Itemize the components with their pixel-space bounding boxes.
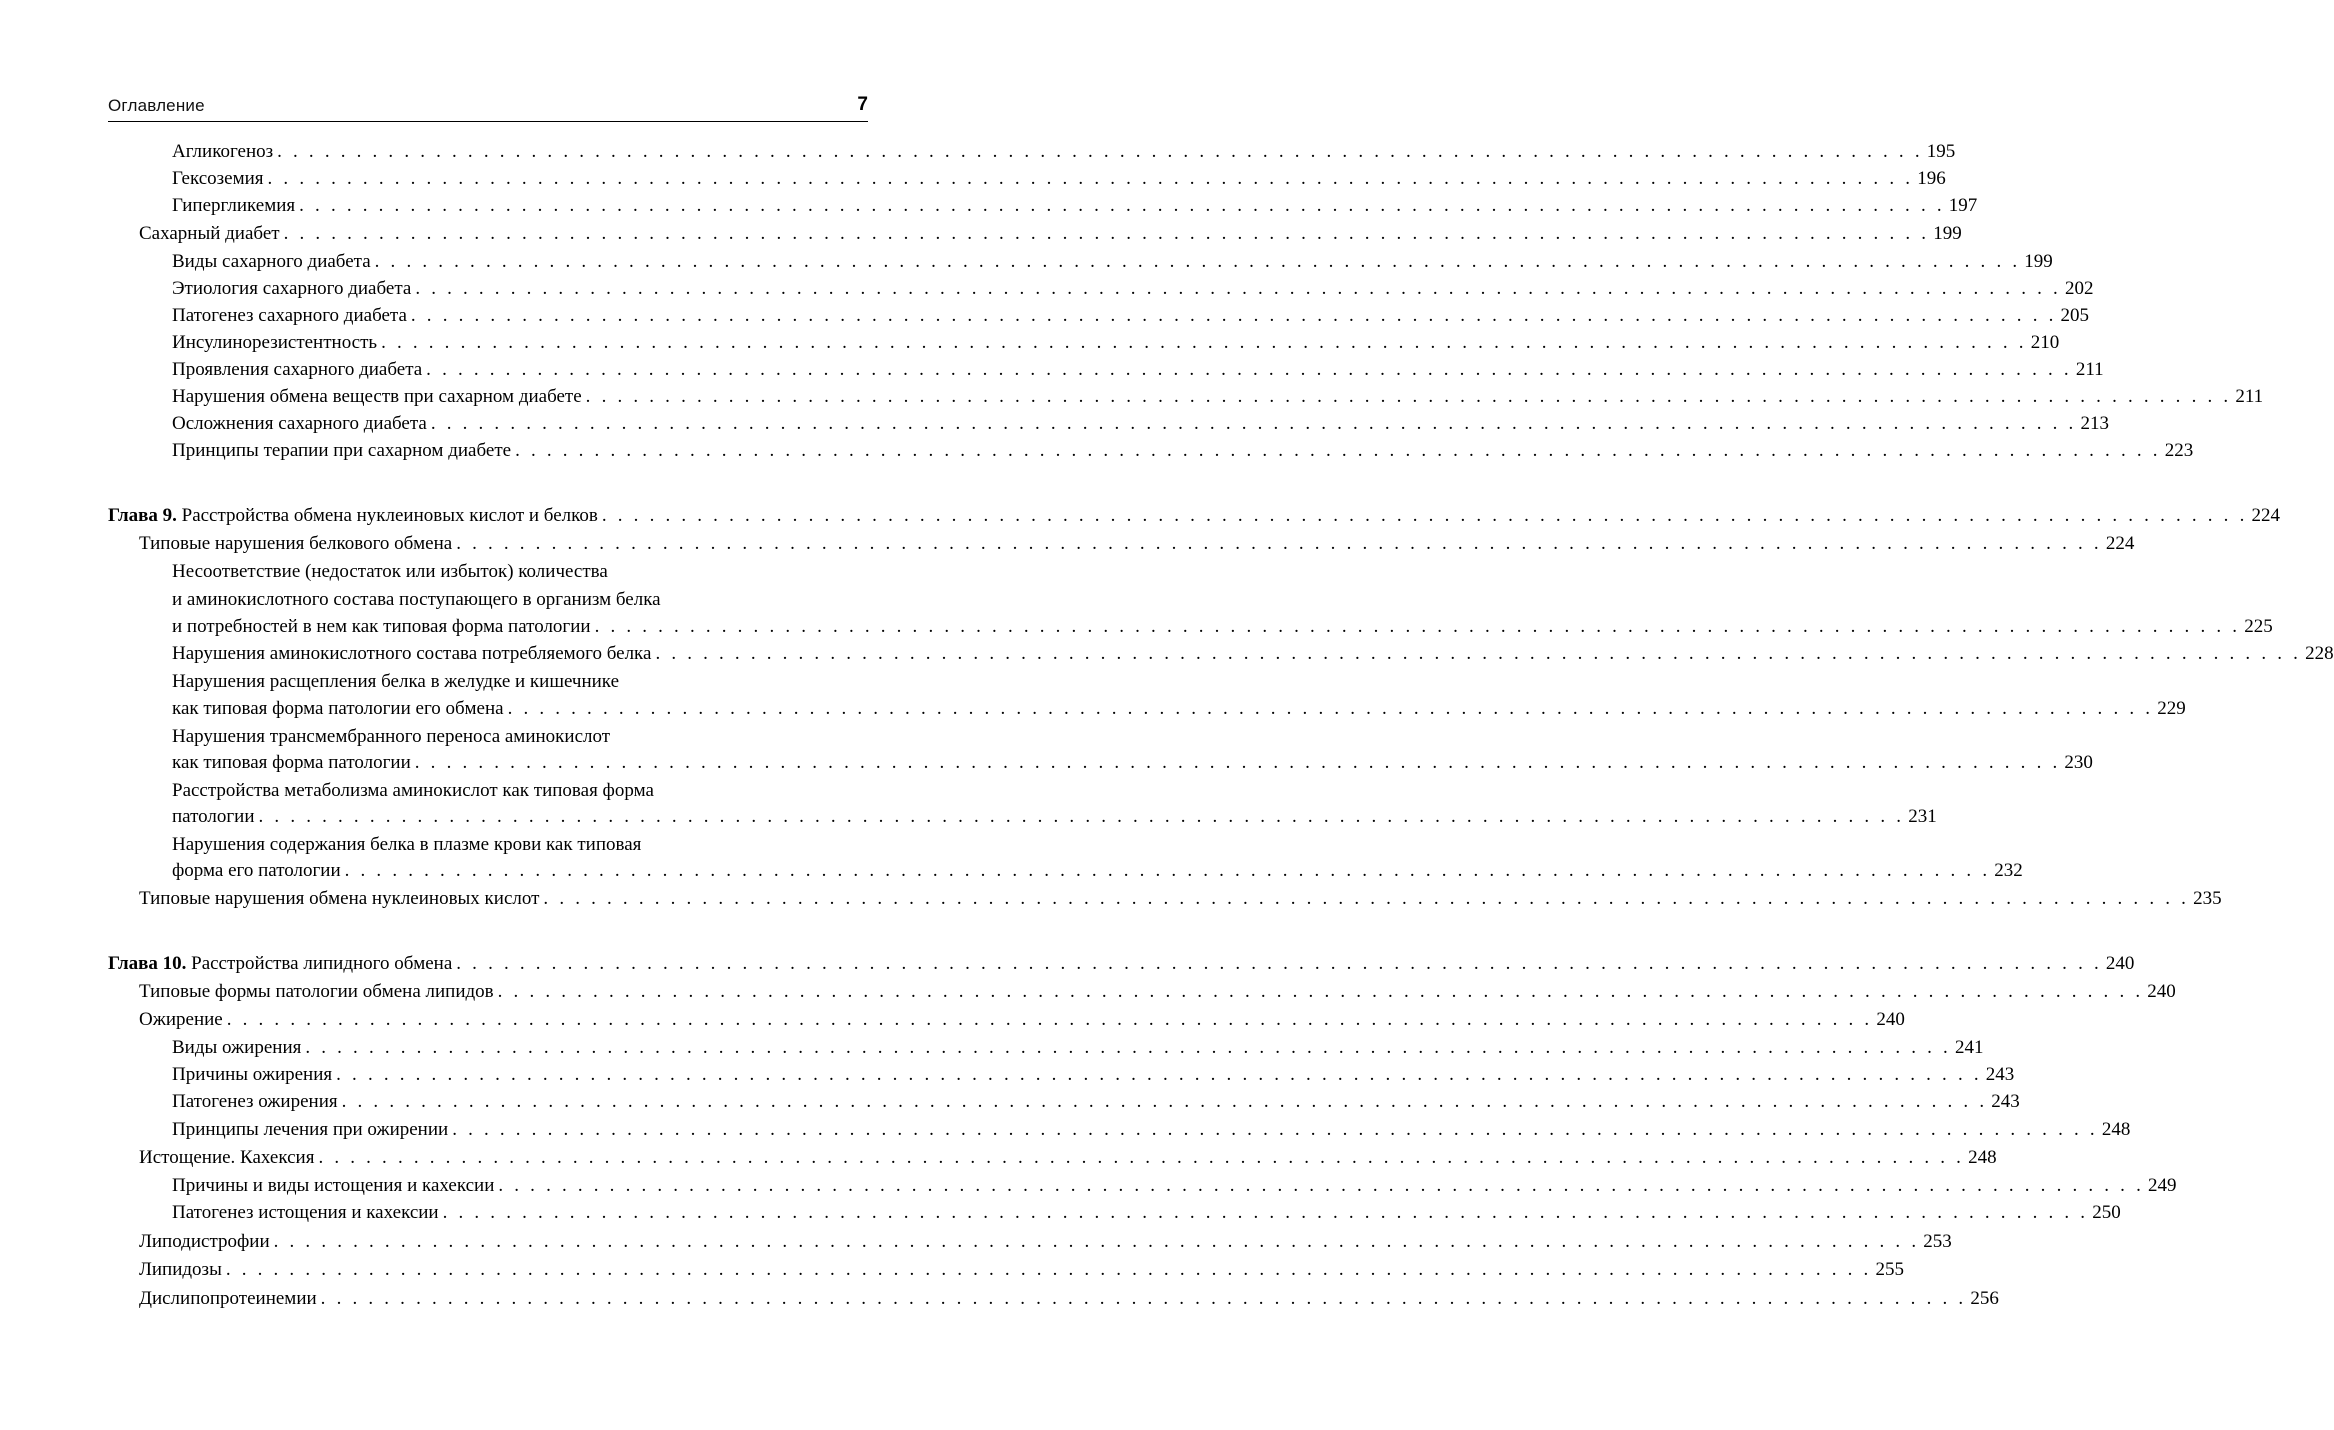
toc-entry-text: Причины ожирения bbox=[172, 1064, 333, 1085]
toc-entry-label bbox=[172, 251, 371, 273]
dot-leader: . . . . . . . . . . . . . . . . . . . . . . . . . . . . . . . . . . . . . . . . . . . . . . . . . . . . . . . . . . . . . . . . . . . . . . . . . . . . . . . . . . . . . . . . . . . . . . . . . . . . . . . . bbox=[381, 332, 2027, 353]
toc-entry-text: Агликогеноз bbox=[172, 141, 274, 162]
toc-entry-label bbox=[172, 834, 641, 856]
toc-entry-text: Нарушения аминокислотного состава потребляемого белка bbox=[172, 643, 652, 664]
toc-page-number: 243 bbox=[1985, 1064, 2015, 1085]
toc-page-number: 256 bbox=[1970, 1288, 1999, 1309]
toc-page-number: 229 bbox=[2157, 698, 2186, 719]
toc-entry-label bbox=[172, 168, 264, 190]
toc-page-number: 235 bbox=[2193, 888, 2222, 909]
toc-subsection-entry bbox=[172, 1119, 2131, 1146]
toc-page-number: 224 bbox=[2105, 533, 2135, 554]
dot-leader: . . . . . . . . . . . . . . . . . . . . . . . . . . . . . . . . . . . . . . . . . . . . . . . . . . . . . . . . . . . . . . . . . . . . . . . . . . . . . . . . . . . . . . . . . . . . . . . . . . . . . . . . bbox=[515, 440, 2161, 461]
toc-entry-label bbox=[172, 643, 651, 665]
dot-leader: . . . . . . . . . . . . . . . . . . . . . . . . . . . . . . . . . . . . . . . . . . . . . . . . . . . . . . . . . . . . . . . . . . . . . . . . . . . . . . . . . . . . . . . . . . . . . . . . . . . . . . . . bbox=[226, 1009, 1873, 1030]
toc-entry-text: Инсулинорезистентность bbox=[172, 332, 378, 353]
toc-entry-label bbox=[139, 1288, 317, 1310]
toc-subsection-entry bbox=[172, 780, 866, 807]
toc-entry-text: Осложнения сахарного диабета bbox=[172, 413, 427, 434]
toc-subsection-entry bbox=[172, 440, 2194, 467]
header-rule bbox=[108, 121, 868, 122]
toc-subsection-entry bbox=[172, 643, 2334, 670]
toc-entry-text: Типовые нарушения белкового обмена bbox=[139, 533, 453, 554]
toc-page-number: 240 bbox=[1876, 1009, 1905, 1030]
toc-page-number: 249 bbox=[2148, 1175, 2177, 1196]
toc-subsection-entry bbox=[172, 386, 2264, 413]
dot-leader: . . . . . . . . . . . . . . . . . . . . . . . . . . . . . . . . . . . . . . . . . . . . . . . . . . . . . . . . . . . . . . . . . . . . . . . . . . . . . . . . . . . . . . . . . . . . . . . . . . . . . . . . bbox=[415, 278, 2061, 299]
dot-leader: . . . . . . . . . . . . . . . . . . . . . . . . . . . . . . . . . . . . . . . . . . . . . . . . . . . . . . . . . . . . . . . . . . . . . . . . . . . . . . . . . . . . . . . . . . . . . . . . . . . . . . . . bbox=[341, 1091, 1988, 1112]
toc-entry-label bbox=[172, 780, 654, 802]
toc-entry-text: Патогенез истощения и кахексии bbox=[172, 1202, 439, 1223]
toc-subsection-entry bbox=[172, 806, 1937, 833]
toc-entry-text: и потребностей в нем как типовая форма патологии bbox=[172, 616, 591, 637]
toc-subsection-entry bbox=[172, 413, 2109, 440]
toc-subsection-entry bbox=[172, 698, 2186, 725]
toc-entry-label bbox=[172, 1064, 332, 1086]
toc-entry-label bbox=[172, 616, 591, 638]
dot-leader: . . . . . . . . . . . . . . . . . . . . . . . . . . . . . . . . . . . . . . . . . . . . . . . . . . . . . . . . . . . . . . . . . . . . . . . . . . . . . . . . . . . . . . . . . . . . . . . . . . . . . . . . bbox=[452, 1119, 2098, 1140]
toc-entry-label bbox=[172, 1175, 494, 1197]
toc-entry-label bbox=[139, 981, 494, 1003]
toc-subsection-entry bbox=[172, 752, 2093, 779]
toc-entry-text: Гексоземия bbox=[172, 168, 264, 189]
toc-page-number: 225 bbox=[2244, 616, 2273, 637]
dot-leader: . . . . . . . . . . . . . . . . . . . . . . . . . . . . . . . . . . . . . . . . . . . . . . . . . . . . . . . . . . . . . . . . . . . . . . . . . . . . . . . . . . . . . . . . . . . . . . . . . . . . . . . . bbox=[225, 1259, 1872, 1280]
toc-page-number: 241 bbox=[1955, 1037, 1984, 1058]
toc-section-entry bbox=[139, 1009, 1905, 1036]
toc-entry-label bbox=[139, 1231, 270, 1253]
toc-chapter-entry bbox=[108, 953, 2135, 980]
toc-entry-text: Нарушения содержания белка в плазме крови как типовая bbox=[172, 834, 642, 855]
toc-entry-label bbox=[172, 440, 511, 462]
toc-subsection-entry bbox=[172, 616, 2273, 643]
toc-entry-label bbox=[172, 671, 619, 693]
toc-page-number: 250 bbox=[2092, 1202, 2121, 1223]
toc-subsection-entry bbox=[172, 359, 2104, 386]
toc-section-entry bbox=[139, 1259, 1904, 1286]
toc-entry-label bbox=[172, 561, 608, 583]
toc-page-number: 240 bbox=[2105, 953, 2135, 974]
toc-page-number: 196 bbox=[1917, 168, 1946, 189]
toc-subsection-entry bbox=[172, 561, 866, 588]
toc-entry-label bbox=[172, 332, 377, 354]
toc-page-number: 231 bbox=[1908, 806, 1937, 827]
toc-subsection-entry bbox=[172, 1175, 2177, 1202]
toc-entry-text: Липидозы bbox=[139, 1259, 222, 1280]
toc-entry-text: Липодистрофии bbox=[139, 1231, 270, 1252]
toc-section-entry bbox=[139, 981, 2176, 1008]
toc-subsection-entry bbox=[172, 671, 866, 698]
toc-page-number: 255 bbox=[1875, 1259, 1904, 1280]
toc-entry-text: Виды сахарного диабета bbox=[172, 251, 371, 272]
toc-entry-text: Истощение. Кахексия bbox=[139, 1147, 315, 1168]
toc-section-entry bbox=[139, 223, 1962, 250]
toc-subsection-entry bbox=[172, 1064, 2015, 1091]
toc-entry-text: Принципы терапии при сахарном диабете bbox=[172, 440, 512, 461]
toc-page-number: 228 bbox=[2305, 643, 2334, 664]
toc-entry-text: Типовые нарушения обмена нуклеиновых кислот bbox=[139, 888, 540, 909]
toc-entry-text: Этиология сахарного диабета bbox=[172, 278, 412, 299]
toc-entry-text: Расстройства липидного обмена bbox=[191, 953, 453, 974]
toc-subsection-entry bbox=[172, 251, 2053, 278]
toc-entry-text: форма его патологии bbox=[172, 860, 341, 881]
toc-page-number: 211 bbox=[2075, 359, 2104, 380]
toc-entry-label bbox=[172, 278, 411, 300]
toc-subsection-entry bbox=[172, 332, 2060, 359]
toc-subsection-entry bbox=[172, 726, 866, 753]
dot-leader: . . . . . . . . . . . . . . . . . . . . . . . . . . . . . . . . . . . . . . . . . . . . . . . . . . . . . . . . . . . . . . . . . . . . . . . . . . . . . . . . . . . . . . . . . . . . . . . . . . . . . . . . bbox=[320, 1288, 1967, 1309]
toc-page-number: 199 bbox=[1933, 223, 1962, 244]
toc-page-number: 223 bbox=[2164, 440, 2194, 461]
toc-page-number: 210 bbox=[2030, 332, 2060, 353]
toc-chapter-entry bbox=[108, 505, 2281, 532]
toc-page-number: 195 bbox=[1926, 141, 1956, 162]
toc-entry-label bbox=[139, 1009, 223, 1031]
toc-entry-label bbox=[139, 533, 452, 555]
dot-leader: . . . . . . . . . . . . . . . . . . . . . . . . . . . . . . . . . . . . . . . . . . . . . . . . . . . . . . . . . . . . . . . . . . . . . . . . . . . . . . . . . . . . . . . . . . . . . . . . . . . . . . . . bbox=[442, 1202, 2089, 1223]
toc-page-number: 202 bbox=[2064, 278, 2094, 299]
toc-entry-text: как типовая форма патологии его обмена bbox=[172, 698, 504, 719]
toc-page-number: 230 bbox=[2064, 752, 2093, 773]
toc-entry-label bbox=[139, 1147, 314, 1169]
running-header-title: Оглавление bbox=[108, 96, 205, 115]
dot-leader: . . . . . . . . . . . . . . . . . . . . . . . . . . . . . . . . . . . . . . . . . . . . . . . . . . . . . . . . . . . . . . . . . . . . . . . . . . . . . . . . . . . . . . . . . . . . . . . . . . . . . . . . bbox=[277, 141, 1923, 162]
toc-entry-text: Нарушения трансмембранного переноса аминокислот bbox=[172, 726, 611, 747]
toc-page-number: 240 bbox=[2147, 981, 2176, 1002]
toc-entry-text: Нарушения расщепления белка в желудке и кишечнике bbox=[172, 671, 620, 692]
toc-entry-text: Патогенез ожирения bbox=[172, 1091, 338, 1112]
toc-entry-text: Несоответствие (недостаток или избыток) количества bbox=[172, 561, 608, 582]
chapter-number: Глава 9. bbox=[108, 505, 182, 526]
dot-leader: . . . . . . . . . . . . . . . . . . . . . . . . . . . . . . . . . . . . . . . . . . . . . . . . . . . . . . . . . . . . . . . . . . . . . . . . . . . . . . . . . . . . . . . . . . . . . . . . . . . . . . . . bbox=[498, 1175, 2145, 1196]
toc-entry-text: патологии bbox=[172, 806, 255, 827]
toc-entry-label bbox=[139, 223, 280, 245]
dot-leader: . . . . . . . . . . . . . . . . . . . . . . . . . . . . . . . . . . . . . . . . . . . . . . . . . . . . . . . . . . . . . . . . . . . . . . . . . . . . . . . . . . . . . . . . . . . . . . . . . . . . . . . . bbox=[430, 413, 2077, 434]
running-header bbox=[108, 94, 868, 120]
toc-subsection-entry bbox=[172, 305, 2090, 332]
toc-entry-text: Сахарный диабет bbox=[139, 223, 280, 244]
toc-subsection-entry bbox=[172, 1091, 2020, 1118]
dot-leader: . . . . . . . . . . . . . . . . . . . . . . . . . . . . . . . . . . . . . . . . . . . . . . . . . . . . . . . . . . . . . . . . . . . . . . . . . . . . . . . . . . . . . . . . . . . . . . . . . . . . . . . . bbox=[655, 643, 2302, 664]
toc-subsection-entry bbox=[172, 1037, 1984, 1064]
dot-leader: . . . . . . . . . . . . . . . . . . . . . . . . . . . . . . . . . . . . . . . . . . . . . . . . . . . . . . . . . . . . . . . . . . . . . . . . . . . . . . . . . . . . . . . . . . . . . . . . . . . . . . . . bbox=[273, 1231, 1920, 1252]
dot-leader: . . . . . . . . . . . . . . . . . . . . . . . . . . . . . . . . . . . . . . . . . . . . . . . . . . . . . . . . . . . . . . . . . . . . . . . . . . . . . . . . . . . . . . . . . . . . . . . . . . . . . . . . bbox=[305, 1037, 1952, 1058]
toc-entry-text: Дислипопротеинемии bbox=[139, 1288, 317, 1309]
toc-page-number: 253 bbox=[1923, 1231, 1952, 1252]
toc-entry-label bbox=[139, 888, 539, 910]
toc-entry-label bbox=[139, 1259, 222, 1281]
dot-leader: . . . . . . . . . . . . . . . . . . . . . . . . . . . . . . . . . . . . . . . . . . . . . . . . . . . . . . . . . . . . . . . . . . . . . . . . . . . . . . . . . . . . . . . . . . . . . . . . . . . . . . . . bbox=[344, 860, 1991, 881]
toc-entry-text: Причины и виды истощения и кахексии bbox=[172, 1175, 495, 1196]
toc-entry-label bbox=[172, 752, 411, 774]
page-number: 7 bbox=[857, 94, 868, 115]
toc-entry-label bbox=[172, 1091, 338, 1113]
toc-entry-text: Расстройства обмена нуклеиновых кислот и белков bbox=[181, 505, 598, 526]
dot-leader: . . . . . . . . . . . . . . . . . . . . . . . . . . . . . . . . . . . . . . . . . . . . . . . . . . . . . . . . . . . . . . . . . . . . . . . . . . . . . . . . . . . . . . . . . . . . . . . . . . . . . . . . bbox=[283, 223, 1930, 244]
toc-subsection-entry bbox=[172, 168, 1946, 195]
toc-entry-label bbox=[172, 195, 295, 217]
toc-page-number: 243 bbox=[1991, 1091, 2020, 1112]
toc-entry-text: Расстройства метаболизма аминокислот как типовая форма bbox=[172, 780, 654, 801]
toc-subsection-entry bbox=[172, 860, 2023, 887]
dot-leader: . . . . . . . . . . . . . . . . . . . . . . . . . . . . . . . . . . . . . . . . . . . . . . . . . . . . . . . . . . . . . . . . . . . . . . . . . . . . . . . . . . . . . . . . . . . . . . . . . . . . . . . . bbox=[507, 698, 2154, 719]
toc-section-entry bbox=[139, 888, 2222, 915]
toc-entry-label bbox=[172, 386, 582, 408]
dot-leader: . . . . . . . . . . . . . . . . . . . . . . . . . . . . . . . . . . . . . . . . . . . . . . . . . . . . . . . . . . . . . . . . . . . . . . . . . . . . . . . . . . . . . . . . . . . . . . . . . . . . . . . . bbox=[410, 305, 2057, 326]
toc-section-entry bbox=[139, 1231, 1952, 1258]
toc-entry-label bbox=[172, 1037, 301, 1059]
toc-entry-label bbox=[172, 726, 610, 748]
toc-page-number: 224 bbox=[2251, 505, 2281, 526]
toc-entry-label bbox=[172, 413, 427, 435]
toc-subsection-entry bbox=[172, 141, 1956, 168]
toc-entry-text: Нарушения обмена веществ при сахарном диабете bbox=[172, 386, 582, 407]
toc-entry-text: и аминокислотного состава поступающего в организм белка bbox=[172, 589, 661, 610]
toc-section-entry bbox=[139, 1147, 1997, 1174]
toc-entry-text: Типовые формы патологии обмена липидов bbox=[139, 981, 494, 1002]
dot-leader: . . . . . . . . . . . . . . . . . . . . . . . . . . . . . . . . . . . . . . . . . . . . . . . . . . . . . . . . . . . . . . . . . . . . . . . . . . . . . . . . . . . . . . . . . . . . . . . . . . . . . . . . bbox=[299, 195, 1945, 216]
toc-entry-text: Виды ожирения bbox=[172, 1037, 302, 1058]
toc-entry-label bbox=[172, 589, 661, 611]
chapter-number: Глава 10. bbox=[108, 953, 192, 974]
toc-page-number: 211 bbox=[2235, 386, 2264, 407]
toc-page-number: 205 bbox=[2060, 305, 2090, 326]
toc-entry-label bbox=[172, 1202, 439, 1224]
toc-page-number: 232 bbox=[1994, 860, 2023, 881]
dot-leader: . . . . . . . . . . . . . . . . . . . . . . . . . . . . . . . . . . . . . . . . . . . . . . . . . . . . . . . . . . . . . . . . . . . . . . . . . . . . . . . . . . . . . . . . . . . . . . . . . . . . . . . . bbox=[594, 616, 2241, 637]
toc-entry-label bbox=[172, 806, 255, 828]
toc-entry-text: Принципы лечения при ожирении bbox=[172, 1119, 449, 1140]
dot-leader: . . . . . . . . . . . . . . . . . . . . . . . . . . . . . . . . . . . . . . . . . . . . . . . . . . . . . . . . . . . . . . . . . . . . . . . . . . . . . . . . . . . . . . . . . . . . . . . . . . . . . . . . bbox=[456, 533, 2102, 554]
dot-leader: . . . . . . . . . . . . . . . . . . . . . . . . . . . . . . . . . . . . . . . . . . . . . . . . . . . . . . . . . . . . . . . . . . . . . . . . . . . . . . . . . . . . . . . . . . . . . . . . . . . . . . . . bbox=[543, 888, 2190, 909]
toc-subsection-entry bbox=[172, 1202, 2121, 1229]
toc-entry-text: как типовая форма патологии bbox=[172, 752, 411, 773]
toc-entry-text: Патогенез сахарного диабета bbox=[172, 305, 407, 326]
dot-leader: . . . . . . . . . . . . . . . . . . . . . . . . . . . . . . . . . . . . . . . . . . . . . . . . . . . . . . . . . . . . . . . . . . . . . . . . . . . . . . . . . . . . . . . . . . . . . . . . . . . . . . . . bbox=[414, 752, 2061, 773]
dot-leader: . . . . . . . . . . . . . . . . . . . . . . . . . . . . . . . . . . . . . . . . . . . . . . . . . . . . . . . . . . . . . . . . . . . . . . . . . . . . . . . . . . . . . . . . . . . . . . . . . . . . . . . . bbox=[318, 1147, 1965, 1168]
toc-entry-text: Гипергликемия bbox=[172, 195, 296, 216]
toc-entry-label bbox=[172, 1119, 448, 1141]
toc-page-number: 199 bbox=[2024, 251, 2053, 272]
toc-entry-text: Ожирение bbox=[139, 1009, 223, 1030]
dot-leader: . . . . . . . . . . . . . . . . . . . . . . . . . . . . . . . . . . . . . . . . . . . . . . . . . . . . . . . . . . . . . . . . . . . . . . . . . . . . . . . . . . . . . . . . . . . . . . . . . . . . . . . . bbox=[585, 386, 2232, 407]
toc-entry-label bbox=[172, 141, 273, 163]
toc-entry-label bbox=[172, 698, 504, 720]
toc-entry-label bbox=[172, 305, 407, 327]
toc-entry-label bbox=[108, 505, 598, 527]
toc-page-number: 197 bbox=[1948, 195, 1978, 216]
dot-leader: . . . . . . . . . . . . . . . . . . . . . . . . . . . . . . . . . . . . . . . . . . . . . . . . . . . . . . . . . . . . . . . . . . . . . . . . . . . . . . . . . . . . . . . . . . . . . . . . . . . . . . . . bbox=[336, 1064, 1982, 1085]
toc-entry-label bbox=[172, 359, 422, 381]
toc-page-number: 248 bbox=[2101, 1119, 2131, 1140]
toc-entry-label bbox=[108, 953, 452, 975]
toc-section-entry bbox=[139, 1288, 1999, 1315]
toc-entry-text: Проявления сахарного диабета bbox=[172, 359, 423, 380]
toc-subsection-entry bbox=[172, 834, 866, 861]
dot-leader: . . . . . . . . . . . . . . . . . . . . . . . . . . . . . . . . . . . . . . . . . . . . . . . . . . . . . . . . . . . . . . . . . . . . . . . . . . . . . . . . . . . . . . . . . . . . . . . . . . . . . . . . bbox=[258, 806, 1905, 827]
toc-subsection-entry bbox=[172, 278, 2094, 305]
toc-section-entry bbox=[139, 533, 2135, 560]
toc-page-number: 213 bbox=[2080, 413, 2109, 434]
dot-leader: . . . . . . . . . . . . . . . . . . . . . . . . . . . . . . . . . . . . . . . . . . . . . . . . . . . . . . . . . . . . . . . . . . . . . . . . . . . . . . . . . . . . . . . . . . . . . . . . . . . . . . . . bbox=[374, 251, 2021, 272]
dot-leader: . . . . . . . . . . . . . . . . . . . . . . . . . . . . . . . . . . . . . . . . . . . . . . . . . . . . . . . . . . . . . . . . . . . . . . . . . . . . . . . . . . . . . . . . . . . . . . . . . . . . . . . . bbox=[267, 168, 1914, 189]
dot-leader: . . . . . . . . . . . . . . . . . . . . . . . . . . . . . . . . . . . . . . . . . . . . . . . . . . . . . . . . . . . . . . . . . . . . . . . . . . . . . . . . . . . . . . . . . . . . . . . . . . . . . . . . bbox=[426, 359, 2072, 380]
dot-leader: . . . . . . . . . . . . . . . . . . . . . . . . . . . . . . . . . . . . . . . . . . . . . . . . . . . . . . . . . . . . . . . . . . . . . . . . . . . . . . . . . . . . . . . . . . . . . . . . . . . . . . . . bbox=[456, 953, 2102, 974]
toc-entry-label bbox=[172, 860, 341, 882]
toc-subsection-entry bbox=[172, 589, 866, 616]
toc-subsection-entry bbox=[172, 195, 1978, 222]
dot-leader: . . . . . . . . . . . . . . . . . . . . . . . . . . . . . . . . . . . . . . . . . . . . . . . . . . . . . . . . . . . . . . . . . . . . . . . . . . . . . . . . . . . . . . . . . . . . . . . . . . . . . . . . bbox=[497, 981, 2144, 1002]
toc-page-number: 248 bbox=[1968, 1147, 1997, 1168]
dot-leader: . . . . . . . . . . . . . . . . . . . . . . . . . . . . . . . . . . . . . . . . . . . . . . . . . . . . . . . . . . . . . . . . . . . . . . . . . . . . . . . . . . . . . . . . . . . . . . . . . . . . . . . . bbox=[601, 505, 2248, 526]
